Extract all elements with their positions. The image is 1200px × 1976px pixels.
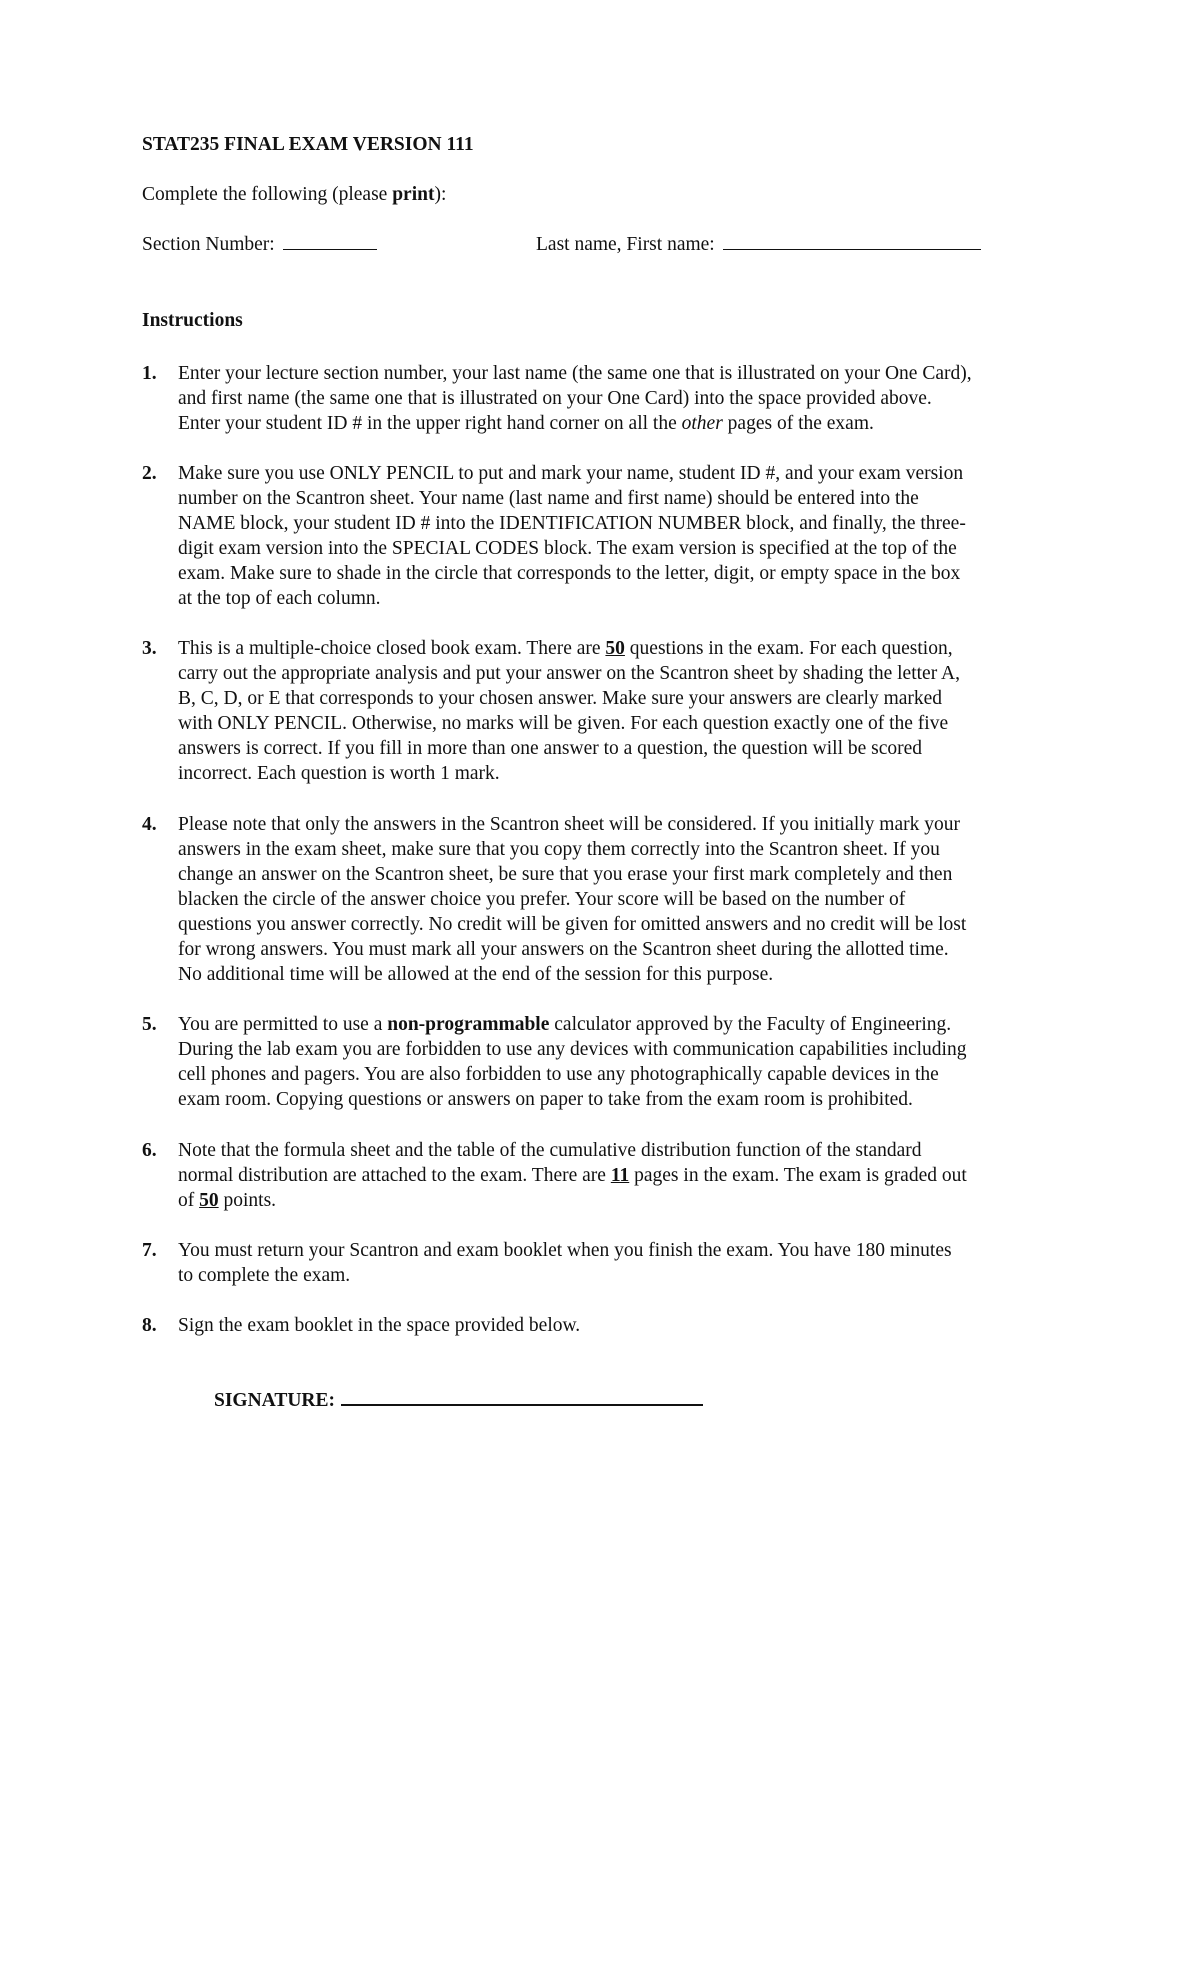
question-count: 50 (605, 638, 625, 659)
item-line: During the lab exam you are forbidden to use any devices with communication capabilities including (178, 1039, 967, 1060)
item-line: for wrong answers. You must mark all your answers on the Scantron sheet during the allotted time. (178, 939, 949, 960)
item-bold: non-programmable (387, 1014, 550, 1035)
instruction-item-6 (142, 1138, 1072, 1213)
section-number-blank[interactable] (283, 248, 377, 250)
item-line: exam room. Copying questions or answers on paper to take from the exam room is prohibited. (178, 1089, 913, 1110)
item-line: Note that the formula sheet and the table of the cumulative distribution function of the standard (178, 1140, 922, 1161)
item-line: change an answer on the Scantron sheet, be sure that you erase your first mark completely and then (178, 864, 953, 885)
signature-blank[interactable] (341, 1403, 703, 1406)
item-line: at the top of each column. (178, 588, 381, 609)
item-emphasis: other (681, 413, 723, 434)
section-number-label: Section Number: (142, 234, 275, 255)
item-line: blacken the circle of the answer choice you prefer. Your score will be based on the number of (178, 889, 906, 910)
instruction-item-7 (142, 1238, 1072, 1288)
item-line (178, 636, 1073, 661)
name-field (536, 234, 981, 256)
item-number: 5. (142, 1014, 157, 1035)
item-line: answers is correct. If you fill in more than one answer to a question, the question will be scored (178, 738, 923, 759)
item-text: normal distribution are attached to the exam. There are (178, 1165, 611, 1186)
item-number: 3. (142, 638, 157, 659)
item-text: pages of the exam. (722, 413, 874, 434)
item-text: questions in the exam. For each question, (624, 638, 953, 659)
item-text: points. (218, 1190, 277, 1211)
complete-prompt (142, 184, 446, 206)
instructions-heading: Instructions (142, 310, 243, 331)
item-number: 8. (142, 1315, 157, 1336)
points-total: 50 (199, 1190, 219, 1211)
item-number: 2. (142, 463, 157, 484)
item-line: B, C, D, or E that corresponds to your chosen answer. Make sure your answers are clearly marked (178, 688, 943, 709)
item-line: answers in the exam sheet, make sure that you copy them correctly into the Scantron sheet. If you (178, 839, 940, 860)
item-text: pages in the exam. The exam is graded out (629, 1165, 967, 1186)
complete-prefix: Complete the following (please (142, 184, 393, 205)
item-line: number on the Scantron sheet. Your name (last name and first name) should be entered into the (178, 488, 919, 509)
item-line (178, 1188, 1073, 1213)
instruction-item-3 (142, 636, 1072, 786)
item-number: 7. (142, 1240, 157, 1261)
item-line: No additional time will be allowed at the end of the session for this purpose. (178, 964, 774, 985)
name-label: Last name, First name: (536, 234, 715, 255)
item-text: You are permitted to use a (178, 1014, 388, 1035)
item-text: Enter your student ID # in the upper right hand corner on all the (178, 413, 682, 434)
item-number: 6. (142, 1140, 157, 1161)
signature-field (214, 1390, 703, 1412)
name-blank[interactable] (723, 248, 981, 250)
item-line: digit exam version into the SPECIAL CODES block. The exam version is specified at the top of the (178, 538, 957, 559)
item-number: 1. (142, 363, 157, 384)
item-line: Sign the exam booklet in the space provided below. (178, 1315, 581, 1336)
item-line: and first name (the same one that is illustrated on your One Card) into the space provided above. (178, 388, 932, 409)
item-line: Make sure you use ONLY PENCIL to put and mark your name, student ID #, and your exam version (178, 463, 964, 484)
item-line: incorrect. Each question is worth 1 mark. (178, 763, 500, 784)
item-text: This is a multiple-choice closed book exam. There are (178, 638, 606, 659)
item-line: NAME block, your student ID # into the IDENTIFICATION NUMBER block, and finally, the three- (178, 513, 966, 534)
item-line: cell phones and pagers. You are also forbidden to use any photographically capable devices in the (178, 1064, 939, 1085)
item-line: Please note that only the answers in the Scantron sheet will be considered. If you initially mark your (178, 814, 960, 835)
item-line: to complete the exam. (178, 1265, 351, 1286)
item-line: Enter your lecture section number, your last name (the same one that is illustrated on your One Card), (178, 363, 972, 384)
item-line: with ONLY PENCIL. Otherwise, no marks will be given. For each question exactly one of the five (178, 713, 949, 734)
instruction-item-5 (142, 1012, 1072, 1112)
item-line: carry out the appropriate analysis and put your answer on the Scantron sheet by shading the letter A, (178, 663, 960, 684)
instruction-item-4 (142, 812, 1072, 987)
page-count: 11 (610, 1165, 630, 1186)
item-line (178, 1012, 1073, 1037)
instruction-item-8 (142, 1313, 1072, 1338)
section-number-field (142, 234, 377, 256)
item-line: exam. Make sure to shade in the circle that corresponds to the letter, digit, or empty space in the box (178, 563, 961, 584)
item-line (178, 1163, 1073, 1188)
instruction-item-1 (142, 361, 1072, 436)
complete-suffix: ): (434, 184, 447, 205)
item-line (178, 411, 1073, 436)
signature-label: SIGNATURE: (214, 1390, 335, 1411)
item-line: You must return your Scantron and exam booklet when you finish the exam. You have 180 minutes (178, 1240, 952, 1261)
instruction-item-2 (142, 461, 1072, 611)
exam-title: STAT235 FINAL EXAM VERSION 111 (142, 134, 474, 155)
item-line: questions you answer correctly. No credit will be given for omitted answers and no credit will be lost (178, 914, 967, 935)
complete-bold-print: print (392, 184, 435, 205)
item-text: calculator approved by the Faculty of Engineering. (549, 1014, 952, 1035)
item-text: of (178, 1190, 200, 1211)
item-number: 4. (142, 814, 157, 835)
